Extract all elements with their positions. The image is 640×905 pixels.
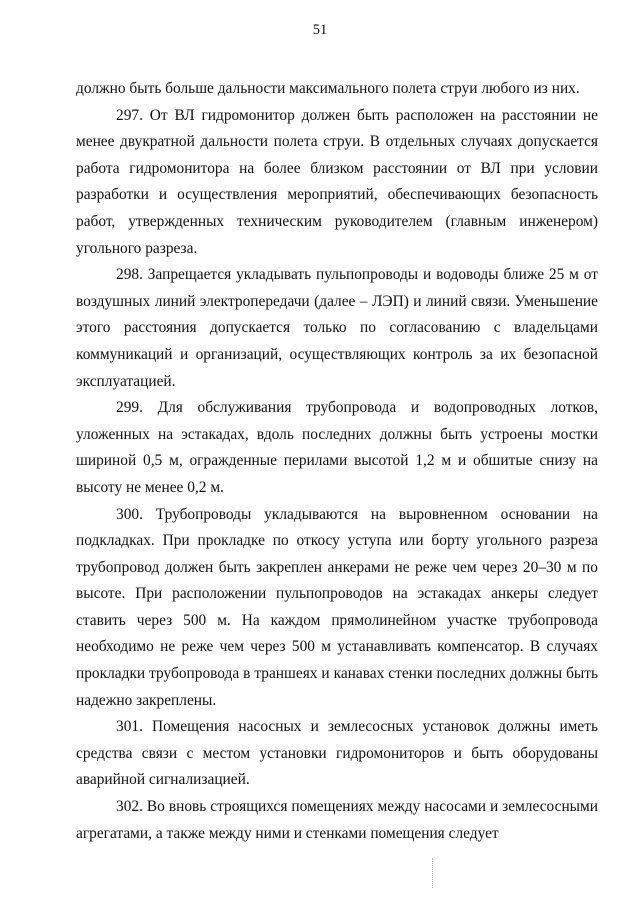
scan-artifact xyxy=(432,858,434,888)
document-body xyxy=(76,76,598,847)
paragraph-298: 298. Запрещается укладывать пульпопроводы и водоводы ближе 25 м от воздушных линий электропередачи (далее – ЛЭП) и линий связи. Уменьшение этого расстояния допускается только по согласованию с владельцами коммуникаций и организаций, осуществляющих контроль за их безопасной эксплуатацией. xyxy=(76,266,598,390)
paragraph-299: 299. Для обслуживания трубопровода и водопроводных лотков, уложенных на эстакадах, вдоль последних должны быть устроены мостки шириной 0,5 м, огражденные перилами высотой 1,2 м и обшитые снизу на высоту не менее 0,2 м. xyxy=(76,399,598,496)
paragraph-302: 302. Во вновь строящихся помещениях между насосами и землесосными агрегатами, а также между ними и стенками помещения следует xyxy=(76,798,598,842)
paragraph-297: 297. От ВЛ гидромонитор должен быть расположен на расстоянии не менее двукратной дальности полета струи. В отдельных случаях допускается работа гидромонитора на более близком расстоянии от ВЛ при условии разработки и осуществления мероприятий, обеспечивающих безопасность работ, утвержденных техническим руководителем (главным инженером) угольного разреза. xyxy=(76,106,598,257)
page-number: 51 xyxy=(312,22,328,38)
paragraph-300: 300. Трубопроводы укладываются на выровненном основании на подкладках. При прокладке по откосу уступа или борту угольного разреза трубопровод должен быть закреплен анкерами не реже чем через 20–30 м по высоте. При расположении пульпопроводов на эстакадах анкеры следует ставить через 500 м. На каждом прямолинейном участке трубопровода необходимо не реже чем через 500 м устанавливать компенсатор. В случаях прокладки трубопровода в траншеях и канавах стенки последних должны быть надежно закреплены. xyxy=(76,505,598,709)
paragraph-301: 301. Помещения насосных и землесосных установок должны иметь средства связи с местом установки гидромониторов и быть оборудованы аварийной сигнализацией. xyxy=(76,718,598,789)
paragraph-continuation: должно быть больше дальности максимального полета струи любого из них. xyxy=(76,80,580,97)
